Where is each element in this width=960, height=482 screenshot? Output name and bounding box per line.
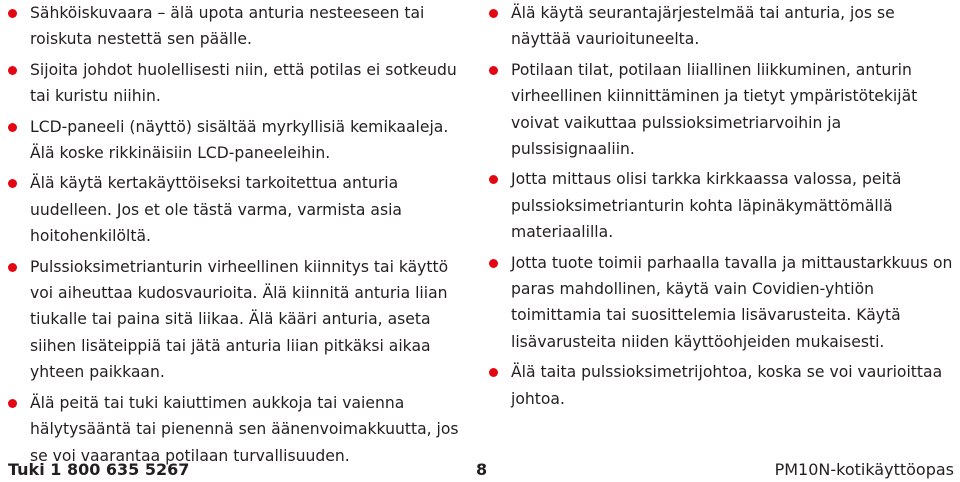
list-item-text: Potilaan tilat, potilaan liiallinen liikkuminen, anturin virheellinen kiinnittäminen ja tietyt ympäristötekijät voivat vaikuttaa pulssioksimetriarvoihin ja pulssisignaaliin.: [511, 60, 918, 159]
left-warning-list: [8, 0, 470, 469]
bullet-icon: [489, 175, 498, 184]
list-item: [489, 359, 957, 412]
list-item: [489, 57, 957, 163]
list-item-text: Älä taita pulssioksimetrijohtoa, koska se voi vaurioittaa johtoa.: [511, 363, 943, 408]
list-item-text: Älä käytä seurantajärjestelmää tai anturia, jos se näyttää vaurioituneelta.: [511, 4, 895, 49]
list-item-text: Sijoita johdot huolellisesti niin, että potilas ei sotkeudu tai kuristu niihin.: [30, 60, 457, 106]
bullet-icon: [489, 368, 498, 377]
right-column: [489, 0, 957, 416]
list-item: [8, 57, 470, 110]
support-phone: Tuki 1 800 635 5267: [8, 460, 190, 479]
list-item: [8, 254, 470, 386]
bullet-icon: [489, 259, 498, 268]
list-item-text: LCD-paneeli (näyttö) sisältää myrkyllisiä kemikaaleja. Älä koske rikkinäisiin LCD-paneeleihin.: [30, 117, 449, 163]
list-item: [489, 0, 957, 53]
bullet-icon: [8, 66, 17, 75]
list-item: [8, 114, 470, 167]
bullet-icon: [8, 179, 17, 188]
left-column: [8, 0, 470, 473]
document-title: PM10N-kotikäyttöopas: [774, 460, 954, 479]
list-item: [8, 170, 470, 249]
list-item: [489, 166, 957, 245]
bullet-icon: [489, 9, 498, 18]
bullet-icon: [489, 66, 498, 75]
list-item: [489, 250, 957, 356]
list-item-text: Älä käytä kertakäyttöiseksi tarkoitettua anturia uudelleen. Jos et ole tästä varma, varmista asia hoitohenkilöltä.: [30, 174, 402, 246]
bullet-icon: [8, 9, 17, 18]
list-item: [8, 0, 470, 53]
list-item-text: Pulssioksimetrianturin virheellinen kiinnitys tai käyttö voi aiheuttaa kudosvaurioita. Älä kiinnitä anturia liian tiukalle tai paina sitä liikaa. Älä kääri anturia, aseta siihen lisäteippiä tai jätä anturia liian pitkäksi aikaa yhteen paikkaan.: [30, 257, 449, 382]
bullet-icon: [8, 123, 17, 132]
list-item-text: Jotta tuote toimii parhaalla tavalla ja mittaustarkkuus on paras mahdollinen, käytä vain Covidien-yhtiön toimittamia tai suosittelemia lisävarusteita. Käytä lisävarusteita niiden käyttöohjeiden mukaisesti.: [511, 253, 953, 351]
page-number: 8: [476, 460, 488, 479]
list-item-text: Sähköiskuvaara – älä upota anturia nesteeseen tai roiskuta nestettä sen päälle.: [30, 4, 425, 49]
bullet-icon: [8, 399, 17, 408]
right-warning-list: [489, 0, 957, 412]
bullet-icon: [8, 263, 17, 272]
list-item-text: Jotta mittaus olisi tarkka kirkkaassa valossa, peitä pulssioksimetrianturin kohta läpinäkymättömällä materiaalilla.: [511, 170, 902, 242]
list-item-text: Älä peitä tai tuki kaiuttimen aukkoja tai vaienna hälytysääntä tai pienennä sen äänenvoimakkuutta, jos se voi vaarantaa potilaan turvallisuuden.: [30, 393, 459, 465]
